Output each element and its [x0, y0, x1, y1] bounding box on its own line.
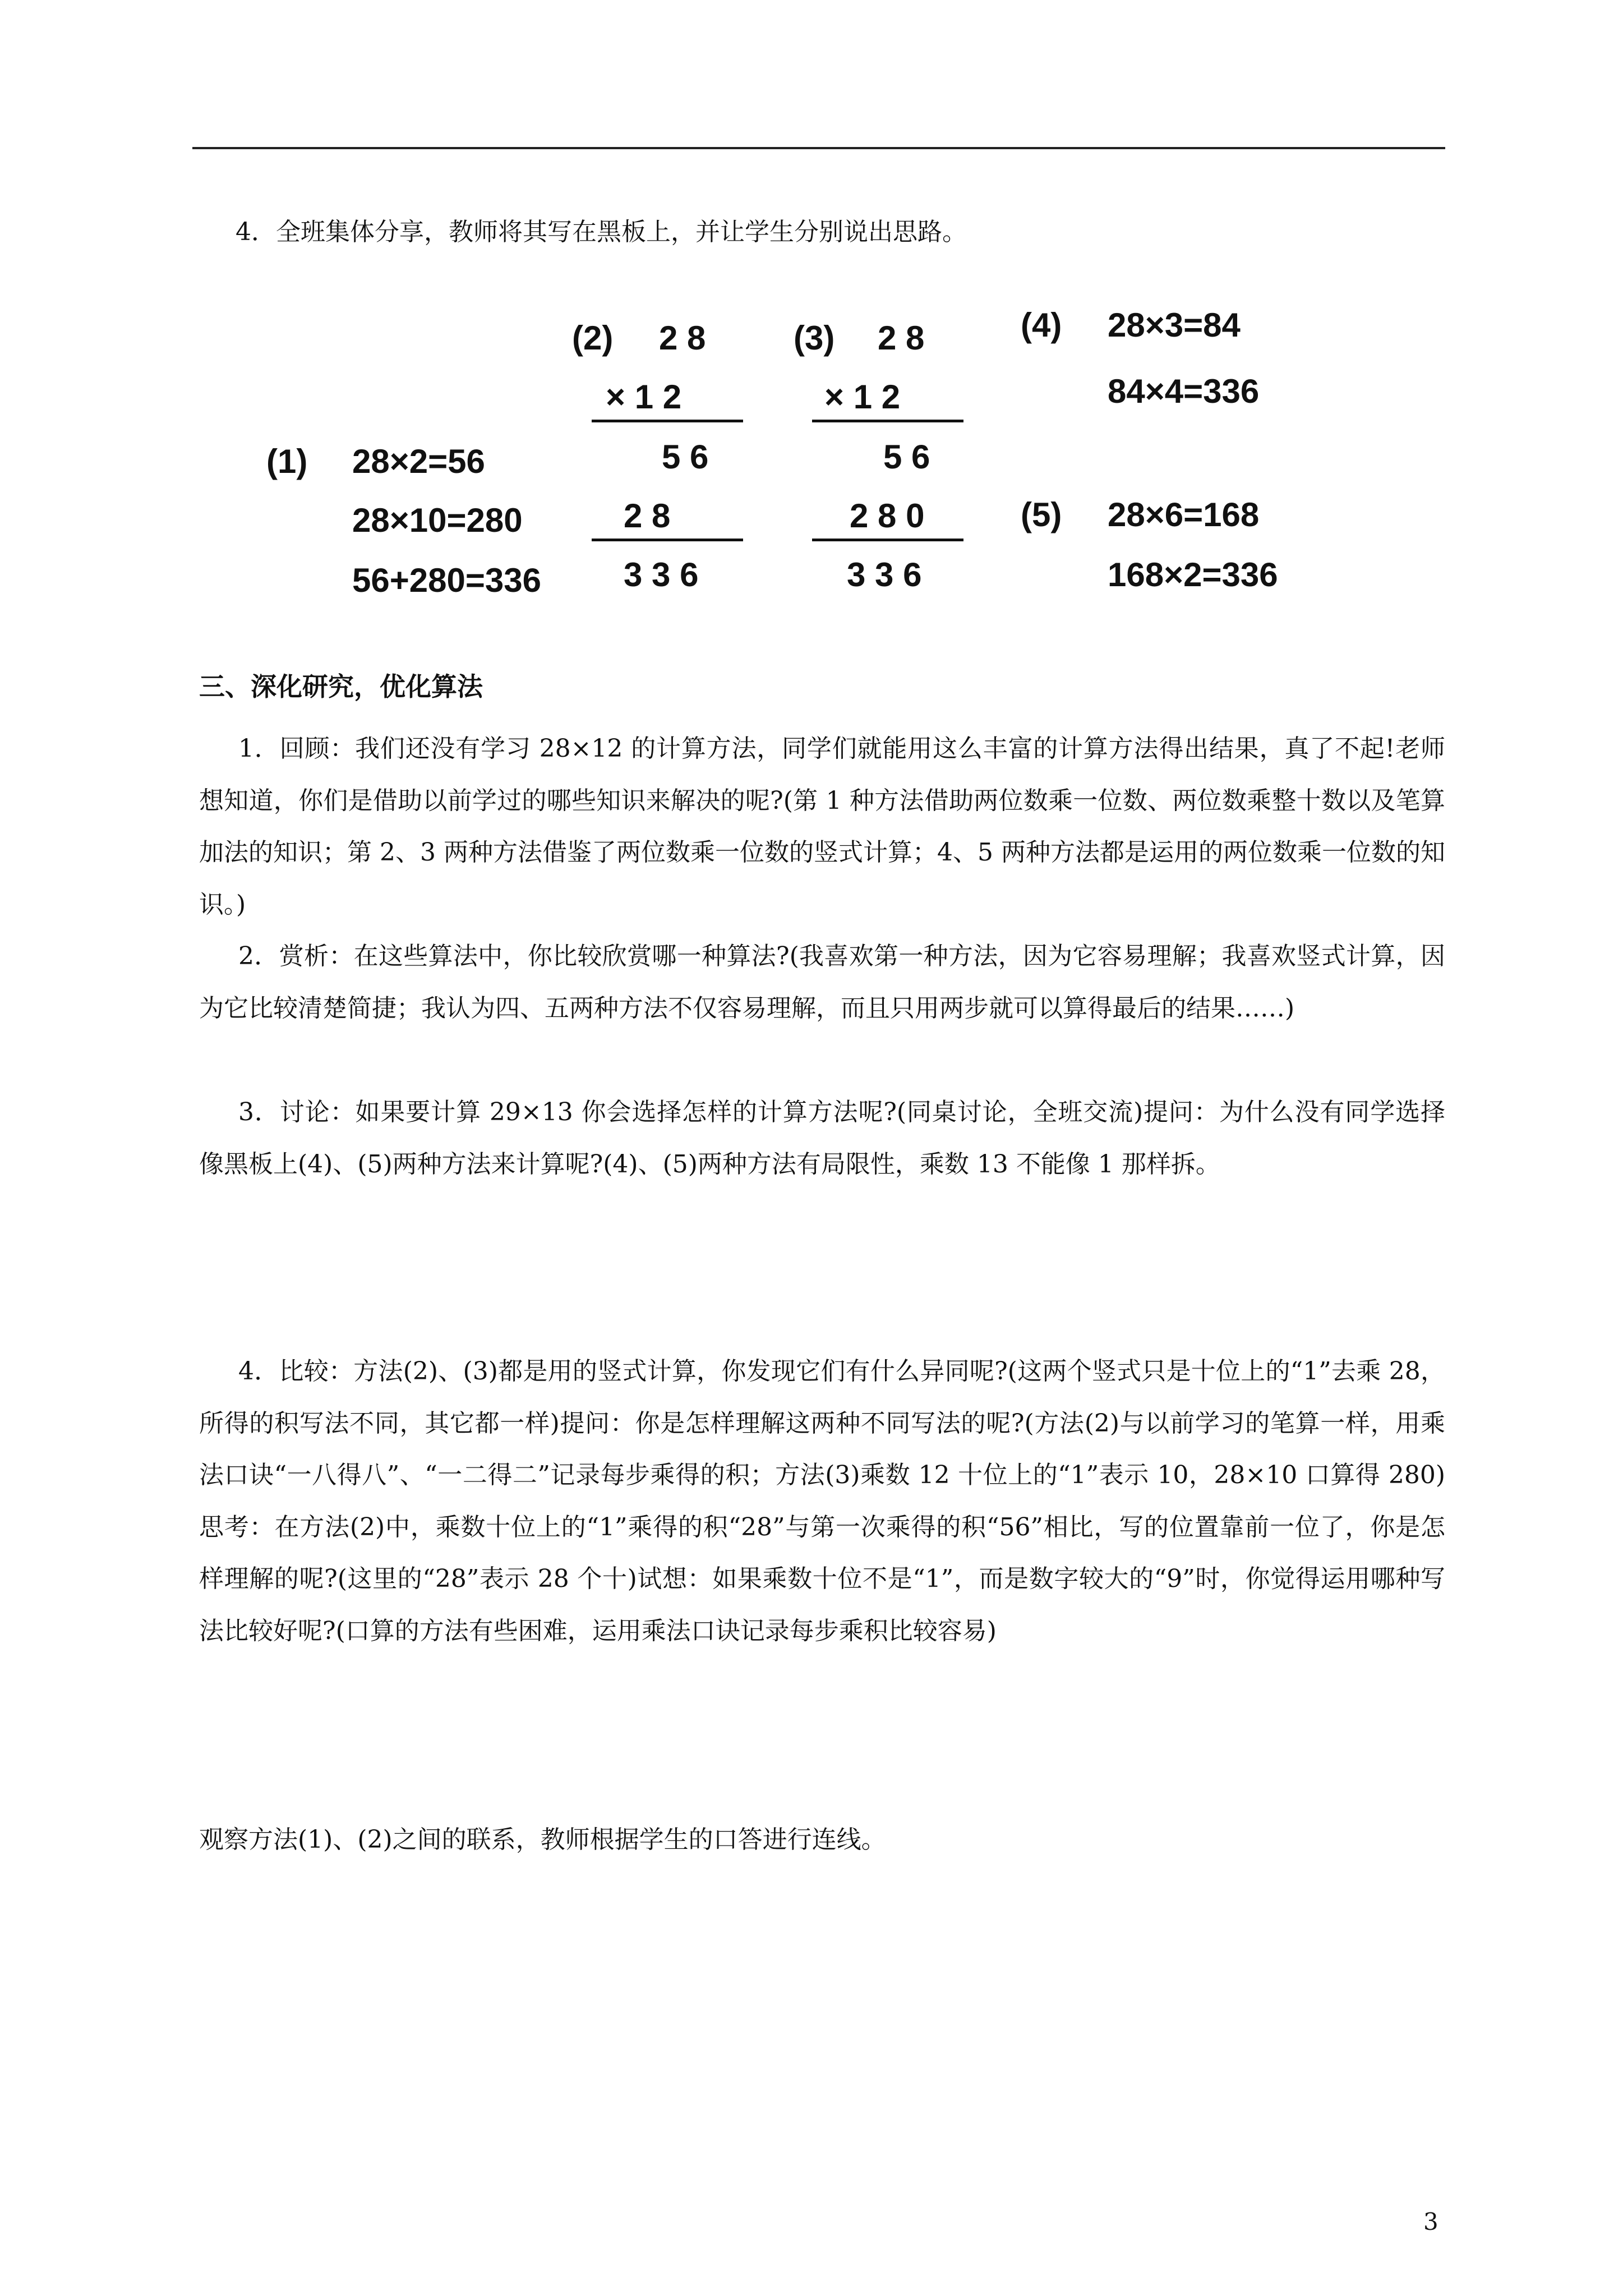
method-3-partial-1: 5 6	[883, 438, 930, 476]
method-1-label: (1)	[266, 443, 308, 480]
header-rule	[192, 147, 1445, 149]
method-3-rule-1	[812, 420, 963, 422]
method-3-multiplier: × 1 2	[824, 378, 901, 416]
paragraph-2: 2．赏析：在这些算法中，你比较欣赏哪一种算法?(我喜欢第一种方法，因为它容易理解；我喜欢竖式计算，因为它比较清楚简捷；我认为四、五两种方法不仅容易理解，而且只用两步就可以算得最后的结果……)	[199, 942, 1445, 1023]
paragraph-1: 1．回顾：我们还没有学习 28×12 的计算方法，同学们就能用这么丰富的计算方法得出结果，真了不起!老师想知道，你们是借助以前学过的哪些知识来解决的呢?(第 1 种方法借助两位数乘一位数、两位数乘整十数以及笔算加法的知识；第 2、3 两种方法借鉴了两位数乘一位数的竖式计算；4、5 两种方法都是运用的两位数乘一位数的知识。)	[199, 734, 1445, 919]
method-2-multiplicand: 2 8	[659, 319, 706, 357]
method-4-label: (4)	[1021, 306, 1062, 344]
method-2-partial-2: 2 8	[624, 497, 671, 535]
step-4-text: 4．全班集体分享，教师将其写在黑板上，并让学生分别说出思路。	[236, 218, 967, 246]
method-2-label: (2)	[572, 319, 614, 357]
method-5-line-2: 168×2=336	[1108, 556, 1278, 593]
section-heading: 三、深化研究，优化算法	[199, 671, 483, 702]
method-2-rule-2	[592, 539, 743, 541]
method-3-multiplicand: 2 8	[878, 319, 925, 357]
method-3-partial-2: 2 8 0	[850, 497, 925, 535]
closing-line: 观察方法(1)、(2)之间的联系，教师根据学生的口答进行连线。	[199, 1825, 886, 1854]
method-1-line-1: 28×2=56	[352, 443, 485, 480]
method-3-rule-2	[812, 539, 963, 541]
method-3-result: 3 3 6	[847, 556, 922, 593]
paragraph-3: 3．讨论：如果要计算 29×13 你会选择怎样的计算方法呢?(同桌讨论，全班交流)提问：为什么没有同学选择像黑板上(4)、(5)两种方法来计算呢?(4)、(5)两种方法有局限性，乘数 13 不能像 1 那样拆。	[199, 1098, 1445, 1179]
method-4-line-2: 84×4=336	[1108, 372, 1260, 410]
method-2-result: 3 3 6	[624, 556, 699, 593]
method-5-line-1: 28×6=168	[1108, 496, 1260, 533]
paragraph-4: 4．比较：方法(2)、(3)都是用的竖式计算，你发现它们有什么异同呢?(这两个竖式只是十位上的“1”去乘 28，所得的积写法不同，其它都一样)提问：你是怎样理解这两种不同写法的呢?(方法(2)与以前学习的笔算一样，用乘法口诀“一八得八”、“一二得二”记录每步乘得的积；方法(3)乘数 12 十位上的“1”表示 10，28×10 口算得 280)思考：在方法(2)中，乘数十位上的“1”乘得的积“28”与第一次乘得的积“56”相比，写的位置靠前一位了，你是怎样理解的呢?(这里的“28”表示 28 个十)试想：如果乘数十位不是“1”，而是数字较大的“9”时，你觉得运用哪种写法比较好呢?(口算的方法有些困难，运用乘法口诀记录每步乘积比较容易)	[199, 1357, 1445, 1645]
method-1-line-2: 28×10=280	[352, 501, 523, 539]
method-2-partial-1: 5 6	[662, 438, 709, 476]
method-1-line-3: 56+280=336	[352, 562, 542, 599]
method-5-label: (5)	[1021, 496, 1062, 533]
method-2-multiplier: × 1 2	[606, 378, 682, 416]
method-2-rule-1	[592, 420, 743, 422]
page-number: 3	[1423, 2208, 1438, 2235]
method-4-line-1: 28×3=84	[1108, 306, 1241, 344]
method-3-label: (3)	[794, 319, 835, 357]
